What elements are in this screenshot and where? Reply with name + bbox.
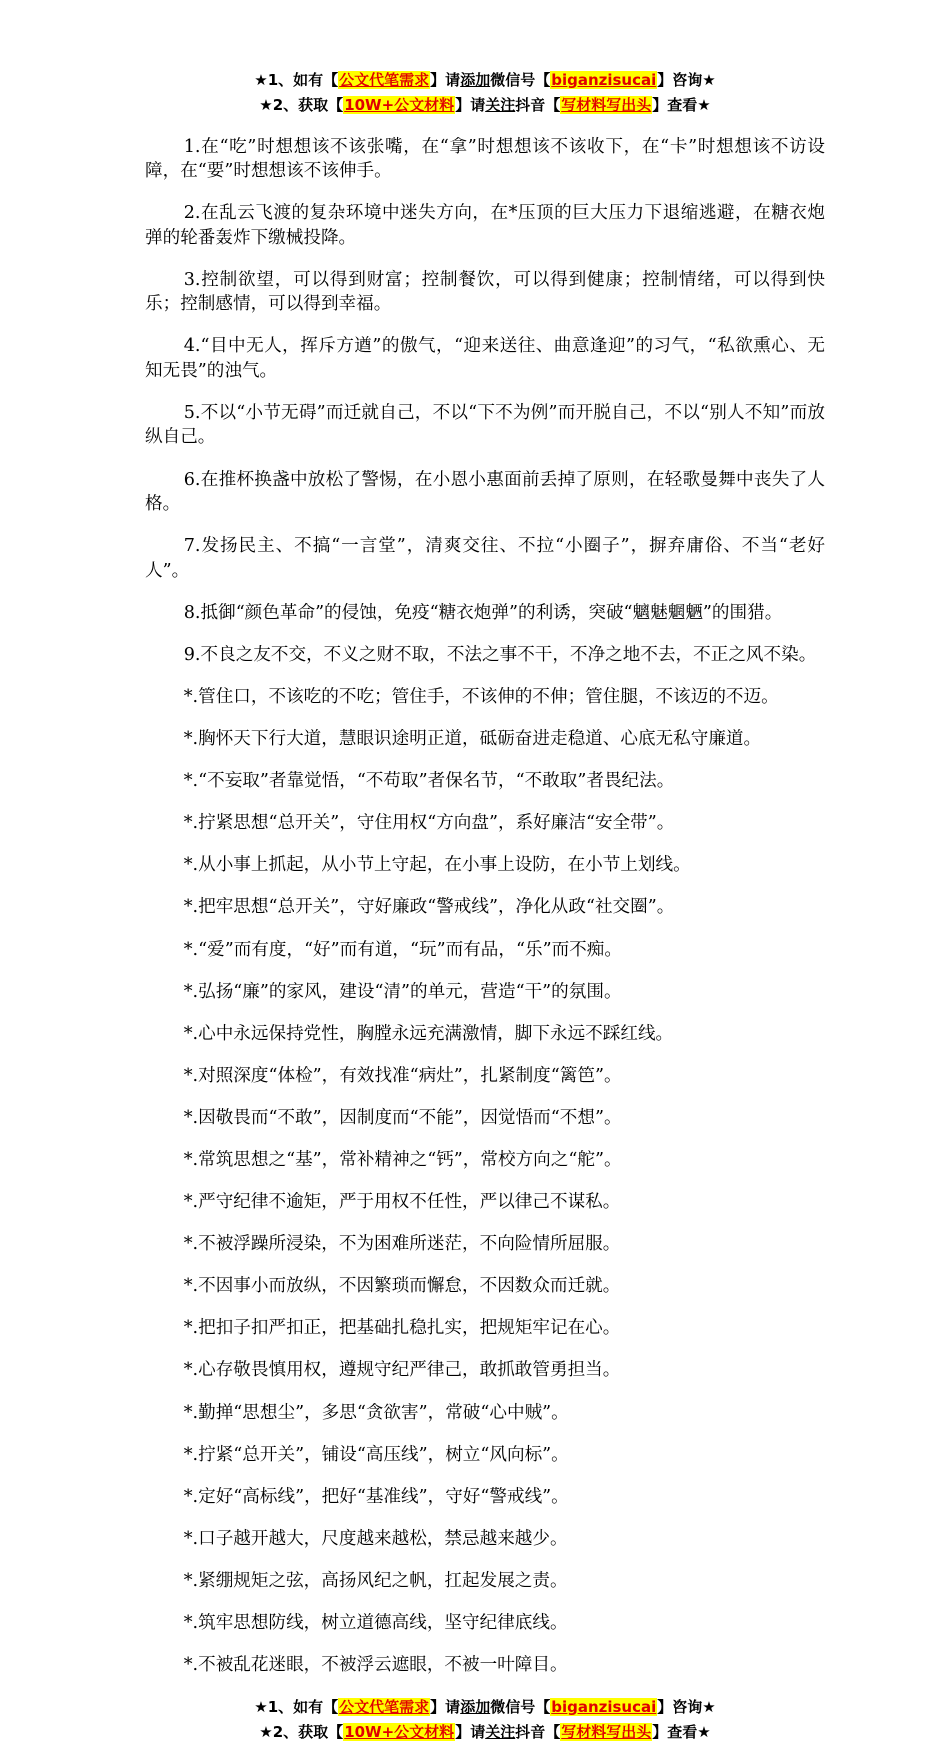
- list-item: *.筑牢思想防线，树立道德高线，坚守纪律底线。: [183, 1613, 568, 1633]
- banner-text: 】咨询★: [657, 1698, 716, 1717]
- list-item: *.不被乱花迷眼，不被浮云遮眼，不被一叶障目。: [183, 1655, 568, 1676]
- banner-text: 抖音【: [515, 95, 561, 114]
- banner-highlight: 写材料写出头: [561, 95, 652, 114]
- banner-underlined: 添加: [460, 1698, 491, 1717]
- list-item: *.不被浮躁所浸染，不为困难所迷茫，不向险情所屈服。: [183, 1234, 621, 1255]
- banner-underlined: 添加: [460, 71, 491, 89]
- list-item: *.胸怀天下行大道，慧眼识途明正道，砥砺奋进走稳道、心底无私守廉道。: [183, 729, 762, 750]
- list-item: *.紧绷规矩之弦，高扬风纪之帆，扛起发展之责。: [183, 1570, 568, 1591]
- list-item: 9.不良之友不交，不义之财不取，不法之事不干，不净之地不去，不正之风不染。: [183, 644, 817, 665]
- list-item: *.口子越开越大，尺度越来越松，禁忌越来越少。: [183, 1528, 568, 1549]
- banner-highlight: 10W+公文材料: [344, 95, 455, 114]
- banner-highlight: 公文代笔需求: [339, 1698, 430, 1717]
- banner-text: 】咨询★: [657, 71, 716, 89]
- list-item: 2.在乱云飞渡的复杂环境中迷失方向，在*压顶的巨大压力下退缩逃避，在糖衣炮弹的轮番轰炸下缴械投降。: [145, 203, 825, 248]
- list-item: 7.发扬民主、不搞“一言堂”，清爽交往、不拉“小圈子”，摒弃庸俗、不当“老好人”。: [145, 536, 825, 581]
- list-item: *.定好“高标线”，把好“基准线”，守好“警戒线”。: [183, 1486, 569, 1507]
- list-item: *.从小事上抓起，从小节上守起，在小事上设防，在小节上划线。: [183, 855, 691, 876]
- list-item: *.因敬畏而“不敢”，因制度而“不能”，因觉悟而“不想”。: [183, 1107, 622, 1128]
- list-item: *.常筑思想之“基”，常补精神之“钙”，常校方向之“舵”。: [183, 1149, 622, 1170]
- list-item: *.“爱”而有度，“好”而有道，“玩”而有品，“乐”而不痴。: [183, 939, 622, 960]
- banner-highlight: 10W+公文材料: [344, 1722, 455, 1741]
- banner-text: ★2、获取【: [259, 95, 344, 114]
- list-item: 6.在推杯换盏中放松了警惕，在小恩小惠面前丢掉了原则，在轻歌曼舞中丧失了人格。: [145, 469, 825, 515]
- banner-text: 】请: [430, 71, 461, 89]
- banner-text: 微信号【: [490, 71, 551, 89]
- banner-highlight: biganzisucai: [551, 71, 657, 89]
- list-item: 8.抵御“颜色革命”的侵蚀，免疫“糖衣炮弹”的利诱，突破“魑魅魍魉”的围猎。: [183, 602, 783, 623]
- bottom-banner-line-1: [145, 1695, 825, 1720]
- banner-text: ★1、如有【: [254, 71, 339, 89]
- list-item: *.心中永远保持党性，胸膛永远充满激情，脚下永远不踩红线。: [183, 1023, 674, 1044]
- document-page: [145, 68, 825, 1744]
- list-item: *.“不妄取”者靠觉悟，“不苟取”者保名节，“不敢取”者畏纪法。: [183, 771, 675, 792]
- list-item: 1.在“吃”时想想该不该张嘴，在“拿”时想想该不该收下，在“卡”时想想该不访设障，在“要”时想想该不该伸手。: [145, 136, 825, 182]
- list-item: 5.不以“小节无碍”而迁就自己，不以“下不为例”而开脱自己，不以“别人不知”而放纵自己。: [145, 402, 825, 448]
- banner-text: 】请: [455, 1722, 486, 1741]
- banner-text: ★2、获取【: [259, 1722, 344, 1741]
- banner-text: 抖音【: [515, 1722, 561, 1741]
- banner-highlight: 写材料写出头: [561, 1722, 652, 1741]
- banner-highlight: 公文代笔需求: [339, 71, 430, 89]
- list-item: *.对照深度“体检”，有效找准“病灶”，扎紧制度“篱笆”。: [183, 1065, 622, 1086]
- list-item: 3.控制欲望，可以得到财富；控制餐饮，可以得到健康；控制情绪，可以得到快乐；控制感情，可以得到幸福。: [145, 269, 825, 315]
- list-item: *.勤掸“思想尘”，多思“贪欲害”，常破“心中贼”。: [183, 1402, 569, 1423]
- banner-text: 微信号【: [490, 1698, 551, 1717]
- banner-text: ★1、如有【: [254, 1698, 339, 1717]
- banner-text: 】请: [455, 95, 486, 114]
- item-list: [145, 135, 825, 1678]
- banner-underlined: 关注: [485, 95, 516, 114]
- list-item: *.弘扬“廉”的家风，建设“清”的单元，营造“干”的氛围。: [183, 981, 622, 1002]
- top-banner-line-2: [145, 93, 825, 118]
- list-item: *.拧紧“总开关”，铺设“高压线”，树立“风向标”。: [183, 1444, 569, 1465]
- list-item: *.把扣子扣严扣正，把基础扎稳扎实，把规矩牢记在心。: [183, 1318, 621, 1339]
- banner-highlight: biganzisucai: [551, 1698, 657, 1717]
- list-item: *.不因事小而放纵，不因繁琐而懈怠，不因数众而迁就。: [183, 1276, 621, 1297]
- top-banner-line-1: [145, 68, 825, 93]
- list-item: 4.“目中无人，挥斥方遒”的傲气，“迎来送往、曲意逢迎”的习气，“私欲熏心、无知无畏”的浊气。: [145, 336, 825, 381]
- list-item: *.管住口，不该吃的不吃；管住手，不该伸的不伸；管住腿，不该迈的不迈。: [183, 686, 779, 707]
- list-item: *.心存敬畏慎用权，遵规守纪严律己，敢抓敢管勇担当。: [183, 1360, 621, 1381]
- list-item: *.拧紧思想“总开关”，守住用权“方向盘”，系好廉洁“安全带”。: [183, 813, 675, 834]
- bottom-banner-line-2: [145, 1720, 825, 1744]
- banner-text: 】查看★: [652, 95, 711, 114]
- list-item: *.把牢思想“总开关”，守好廉政“警戒线”，净化从政“社交圈”。: [183, 897, 675, 918]
- list-item: *.严守纪律不逾矩，严于用权不任性，严以律己不谋私。: [183, 1192, 621, 1213]
- banner-text: 】查看★: [652, 1722, 711, 1741]
- banner-underlined: 关注: [485, 1722, 516, 1741]
- banner-text: 】请: [430, 1698, 461, 1717]
